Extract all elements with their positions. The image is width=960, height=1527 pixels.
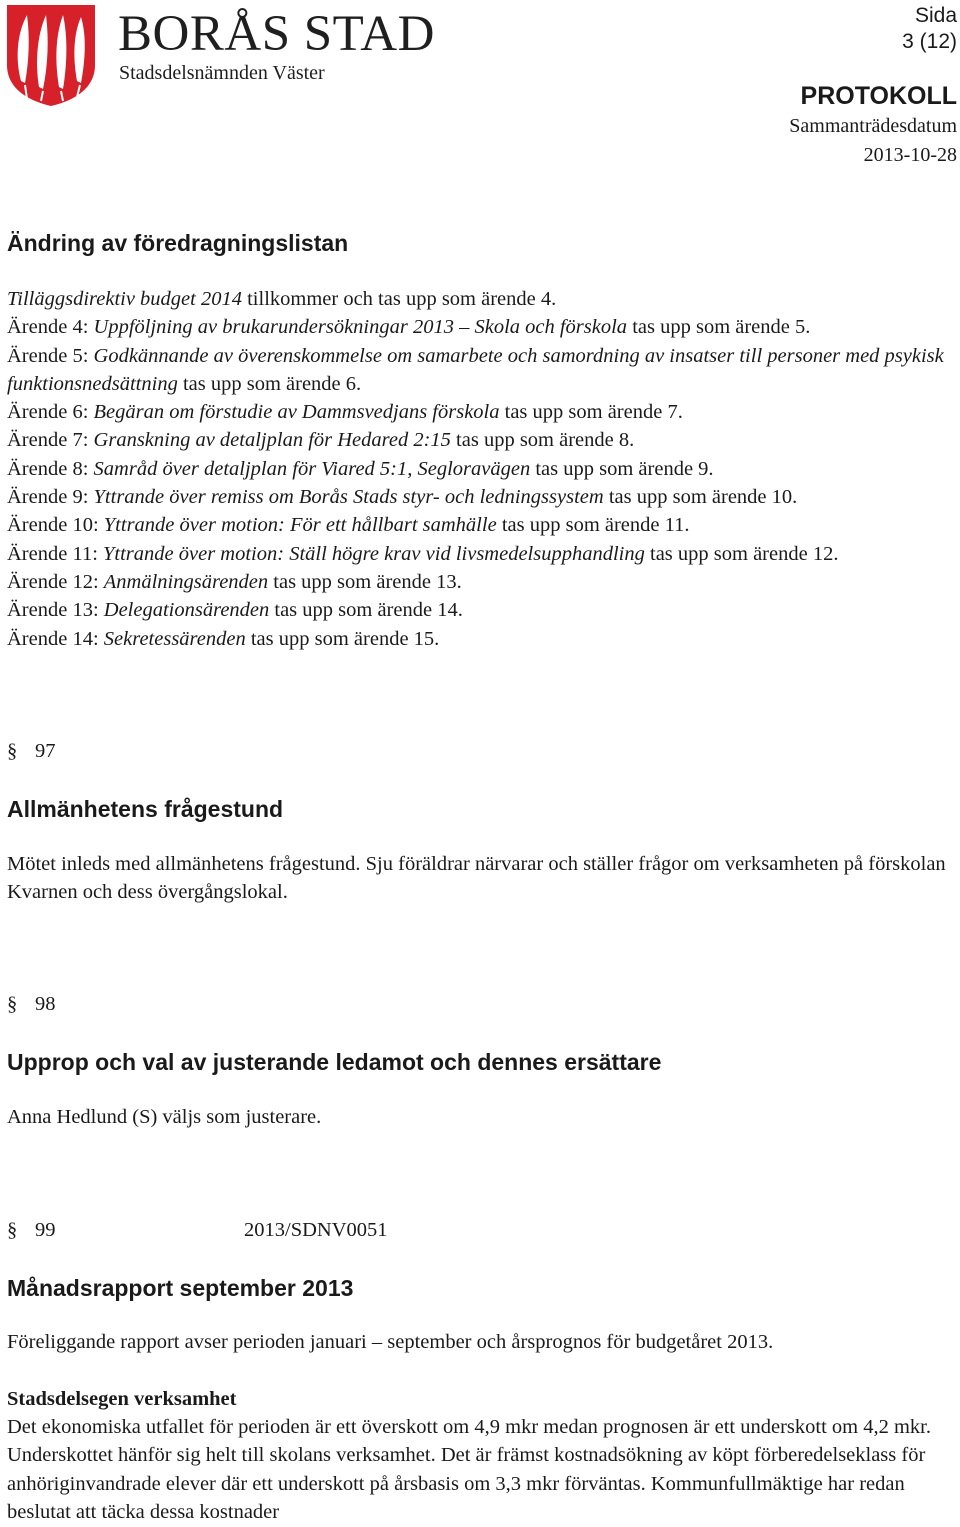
agenda-change-heading: Ändring av föredragningslistan (7, 230, 349, 256)
city-coat-of-arms-logo (5, 3, 97, 107)
agenda-item-title: Uppföljning av brukarundersökningar 2013 – Skola och förskola (93, 316, 628, 339)
agenda-item: Ärende 4: Uppföljning av brukarundersökningar 2013 – Skola och förskola tas upp som ärende 5. (7, 316, 811, 339)
brand-subtitle: Stadsdelsnämnden Väster (119, 62, 325, 84)
agenda-item-title: Anmälningsärenden (103, 570, 269, 593)
agenda-item: Ärende 13: Delegationsärenden tas upp som ärende 14. (7, 599, 463, 622)
section-symbol: § (7, 740, 18, 762)
meeting-date-label: Sammanträdesdatum (789, 115, 957, 137)
agenda-item: Ärende 12: Anmälningsärenden tas upp som ärende 13. (7, 570, 462, 593)
agenda-item-title: Granskning av detaljplan för Hedared 2:15 (93, 429, 451, 452)
agenda-item: Ärende 7: Granskning av detaljplan för Hedared 2:15 tas upp som ärende 8. (7, 429, 635, 452)
agenda-item-title: Yttrande över motion: För ett hållbart samhälle (103, 514, 497, 537)
section-text: Föreliggande rapport avser perioden januari – september och årsprognos för budgetåret 2013. (7, 1331, 774, 1353)
section-number: § 98 (7, 990, 56, 1018)
case-number: 2013/SDNV0051 (244, 1219, 388, 1241)
agenda-item: Ärende 14: Sekretessärenden tas upp som ärende 15. (7, 627, 440, 650)
section-subtext: Det ekonomiska utfallet för perioden är ett överskott om 4,9 mkr medan prognosen är ett underskott om 4,2 mkr. Underskottet hänför sig helt till skolans verksamhet. Det är främst kostnadsökning av köpt förberedelseklass för anhöriginvandrade elever där ett underskott på årsbasis om 3,3 mkr förväntas. Kommunfullmäktige har redan beslutat att täcka dessa kostnader (7, 1416, 931, 1523)
agenda-item-title: Tilläggsdirektiv budget 2014 (7, 288, 242, 310)
document-type: PROTOKOLL (800, 82, 957, 110)
section-number: § 97 (7, 737, 56, 765)
agenda-item-title: Begäran om förstudie av Dammsvedjans förskola (93, 401, 500, 424)
section-subheading: Stadsdelsegen verksamhet (7, 1388, 237, 1410)
agenda-item-title: Yttrande över motion: Ställ högre krav vid livsmedelsupphandling (103, 542, 645, 565)
agenda-item: Ärende 9: Yttrande över remiss om Borås Stads styr- och ledningssystem tas upp som ärende 10. (7, 486, 798, 509)
section-text: Anna Hedlund (S) väljs som justerare. (7, 1106, 322, 1128)
agenda-item-title: Yttrande över remiss om Borås Stads styr- och ledningssystem (93, 486, 604, 509)
agenda-item: Tilläggsdirektiv budget 2014 tillkommer och tas upp som ärende 4. (7, 288, 557, 310)
page-number: 3 (12) (902, 30, 957, 53)
agenda-item: Ärende 11: Yttrande över motion: Ställ högre krav vid livsmedelsupphandling tas upp som ärende 12. (7, 542, 839, 565)
agenda-item-title: Godkännande av överenskommelse om samarbete och samordning av insatser till personer med psykisk funktionsnedsättning (7, 344, 944, 395)
agenda-item-title: Delegationsärenden (103, 599, 270, 622)
page-label: Sida (914, 4, 957, 27)
agenda-item: Ärende 5: Godkännande av överenskommelse om samarbete och samordning av insatser till personer med psykisk funktionsnedsättning tas upp som ärende 6. (7, 344, 944, 395)
section-symbol: § (7, 993, 18, 1015)
section-text: Mötet inleds med allmänhetens frågestund. Sju föräldrar närvarar och ställer frågor om verksamheten på förskolan Kvarnen och dess övergångslokal. (7, 853, 946, 904)
section-heading: Månadsrapport september 2013 (7, 1275, 354, 1301)
agenda-item-title: Sekretessärenden (103, 627, 246, 650)
section-number: § 99 2013/SDNV0051 (7, 1216, 56, 1244)
agenda-change-list (7, 285, 955, 653)
agenda-item: Ärende 10: Yttrande över motion: För ett hållbart samhälle tas upp som ärende 11. (7, 514, 690, 537)
section-heading: Allmänhetens frågestund (7, 796, 284, 822)
brand-title: BORÅS STAD (118, 6, 435, 62)
agenda-item-title: Samråd över detaljplan för Viared 5:1, Segloravägen (93, 457, 531, 480)
section-symbol: § (7, 1219, 18, 1241)
agenda-item: Ärende 6: Begäran om förstudie av Dammsvedjans förskola tas upp som ärende 7. (7, 401, 683, 424)
agenda-item: Ärende 8: Samråd över detaljplan för Viared 5:1, Segloravägen tas upp som ärende 9. (7, 457, 714, 480)
meeting-date: 2013-10-28 (863, 144, 957, 166)
section-heading: Upprop och val av justerande ledamot och dennes ersättare (7, 1049, 662, 1075)
